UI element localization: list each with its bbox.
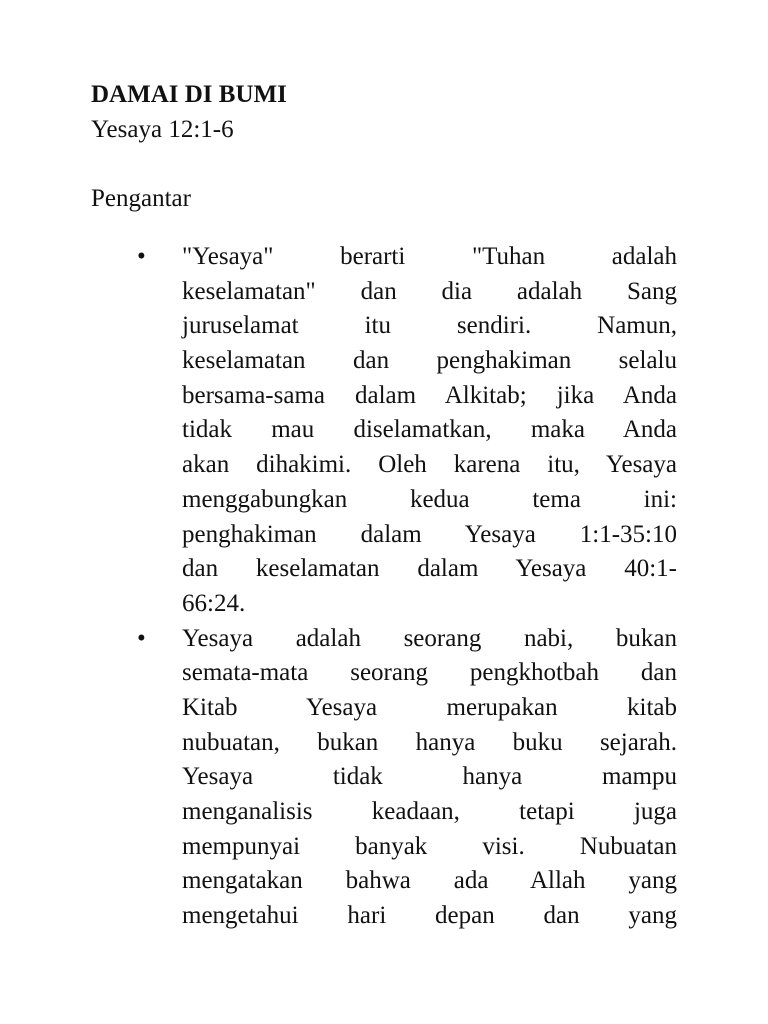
text-line: 66:24. — [182, 589, 246, 617]
text-line: dan keselamatan dalam Yesaya 40:1- — [182, 555, 677, 583]
text-line: Kitab Yesaya merupakan kitab — [182, 693, 677, 721]
scripture-reference: Yesaya 12:1-6 — [91, 116, 234, 143]
text-line: keselamatan dan penghakiman selalu — [182, 347, 677, 375]
text-line: menggabungkan kedua tema ini: — [182, 485, 677, 513]
section-heading: Pengantar — [91, 185, 191, 212]
text-line: Yesaya adalah seorang nabi, bukan — [182, 624, 677, 652]
text-line: juruselamat itu sendiri. Namun, — [182, 312, 677, 340]
text-line: akan dihakimi. Oleh karena itu, Yesaya — [182, 451, 677, 479]
text-line: mengetahui hari depan dan yang — [182, 902, 677, 930]
text-line: mempunyai banyak visi. Nubuatan — [182, 832, 677, 860]
text-line: semata-mata seorang pengkhotbah dan — [182, 659, 677, 687]
text-line: mengatakan bahwa ada Allah yang — [182, 867, 677, 895]
document-title: DAMAI DI BUMI — [91, 81, 287, 108]
paragraph — [182, 622, 677, 934]
text-line: nubuatan, bukan hanya buku sejarah. — [182, 728, 677, 756]
text-line: menganalisis keadaan, tetapi juga — [182, 798, 677, 825]
text-line: bersama-sama dalam Alkitab; jika Anda — [182, 381, 677, 409]
list-item — [0, 622, 768, 934]
paragraph — [182, 240, 677, 622]
text-line: Yesaya tidak hanya mampu — [182, 763, 677, 791]
text-line: tidak mau diselamatkan, maka Anda — [182, 416, 677, 444]
bullet-icon: • — [137, 243, 146, 270]
text-line: keselamatan" dan dia adalah Sang — [182, 277, 677, 305]
bullet-icon: • — [137, 624, 146, 652]
text-line: "Yesaya" berarti "Tuhan adalah — [182, 243, 677, 270]
list-item — [0, 240, 768, 622]
text-line: penghakiman dalam Yesaya 1:1-35:10 — [182, 520, 677, 548]
bullet-list — [0, 240, 768, 934]
